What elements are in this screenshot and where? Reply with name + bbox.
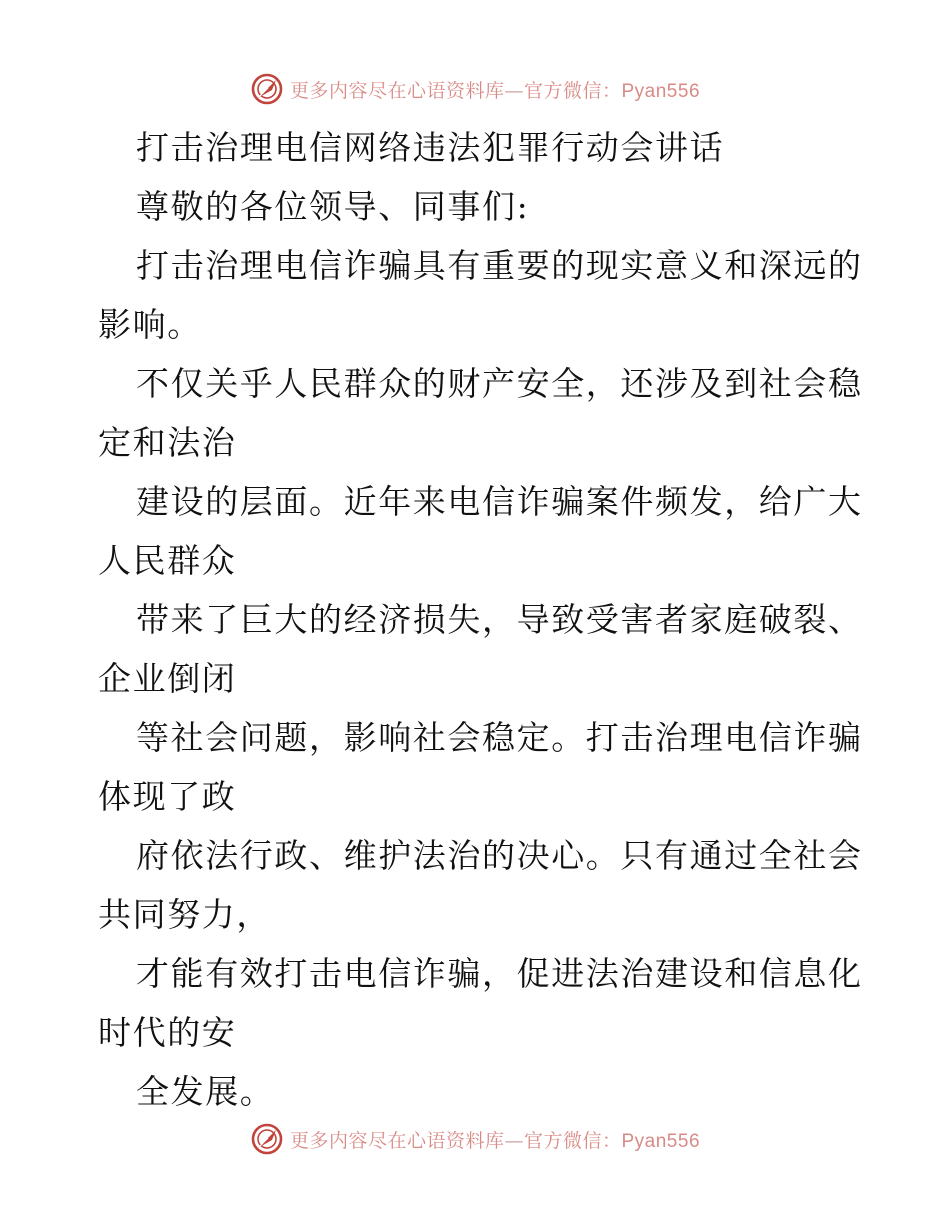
text-line: 才能有效打击电信诈骗，促进法治建设和信息化 (136, 954, 863, 993)
watermark-label: 官方微信： (523, 1129, 622, 1152)
text-line: 带来了巨大的经济损失，导致受害者家庭破裂、 (136, 600, 863, 639)
document-body (98, 118, 863, 1121)
watermark-separator: — (504, 1129, 524, 1152)
text-line: 时代的安 (98, 1013, 237, 1052)
text-line: 等社会问题，影响社会稳定。打击治理电信诈骗 (136, 718, 863, 757)
text-line: 定和法治 (98, 423, 237, 462)
document-title: 打击治理电信网络违法犯罪行动会讲话 (136, 128, 725, 167)
header-watermark (0, 72, 950, 106)
text-line: 共同努力， (98, 895, 271, 934)
footer-watermark (0, 1122, 950, 1156)
text-line: 建设的层面。近年来电信诈骗案件频发，给广大 (136, 482, 863, 521)
text-line: 人民群众 (98, 541, 237, 580)
watermark-account: Pyan556 (621, 80, 701, 102)
watermark-account: Pyan556 (621, 1130, 701, 1152)
watermark-label: 官方微信： (523, 79, 622, 102)
text-line: 企业倒闭 (98, 659, 237, 698)
watermark-brand: 更多内容尽在心语资料库 (289, 1129, 505, 1152)
quill-logo-icon (250, 1122, 284, 1156)
watermark-text (290, 76, 700, 103)
quill-logo-icon (250, 72, 284, 106)
text-line: 全发展。 (136, 1072, 275, 1111)
text-line: 尊敬的各位领导、同事们: (136, 187, 530, 226)
text-line: 影响。 (98, 305, 202, 344)
text-line: 不仅关乎人民群众的财产安全，还涉及到社会稳 (136, 364, 863, 403)
text-line: 体现了政 (98, 777, 237, 816)
watermark-text (290, 1126, 700, 1153)
watermark-separator: — (504, 79, 524, 102)
text-line: 府依法行政、维护法治的决心。只有通过全社会 (136, 836, 863, 875)
text-line: 打击治理电信诈骗具有重要的现实意义和深远的 (136, 246, 863, 285)
watermark-brand: 更多内容尽在心语资料库 (289, 79, 505, 102)
